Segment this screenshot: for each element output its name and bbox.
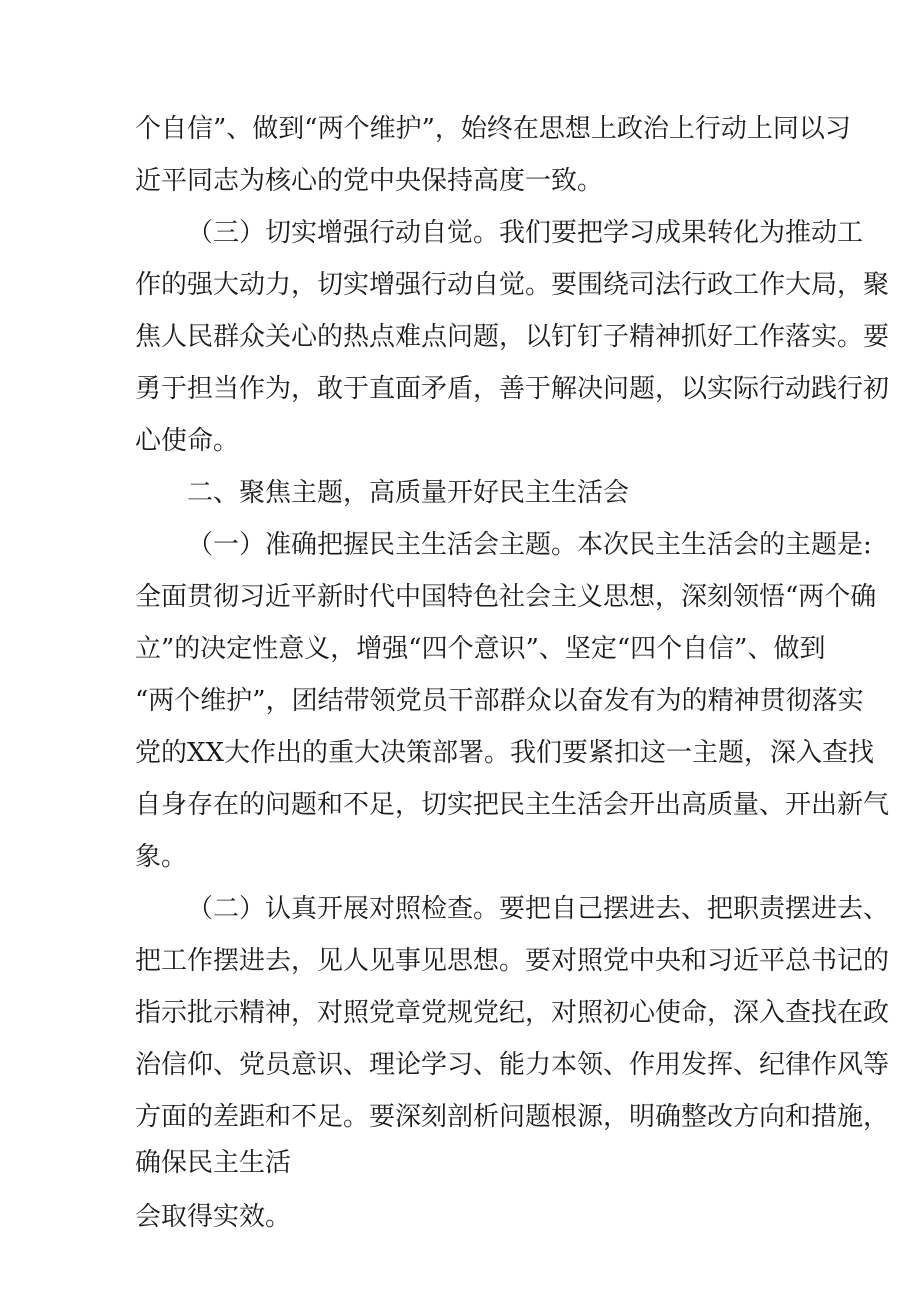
text-line: 自身存在的问题和不足，切实把民主生活会开出高质量、开出新气 [135,790,890,820]
text-line: （一）准确把握民主生活会主题。本次民主生活会的主题是: [187,530,872,560]
text-line: 党的XX大作出的重大决策部署。我们要紧扣这一主题，深入查找 [135,738,875,768]
text-line: 把工作摆进去，见人见事见思想。要对照党中央和习近平总书记的 [135,946,890,976]
text-line: 个自信”、做到“两个维护”，始终在思想上政治上行动上同以习 [135,114,851,144]
text-line: 象。 [135,842,188,872]
text-line: （二）认真开展对照检查。要把自己摆进去、把职责摆进去、 [187,894,890,924]
text-line: “两个维护”，团结带领党员干部群众以奋发有为的精神贯彻落实 [135,686,864,716]
text-line: 确保民主生活 [135,1148,292,1178]
text-line: 勇于担当作为，敢于直面矛盾，善于解决问题，以实际行动践行初 [135,374,890,404]
text-line: 作的强大动力，切实增强行动自觉。要围绕司法行政工作大局，聚 [135,270,890,300]
text-line: 焦人民群众关心的热点难点问题，以钉钉子精神抓好工作落实。要 [135,322,890,352]
text-line: 治信仰、党员意识、理论学习、能力本领、作用发挥、纪律作风等 [135,1050,890,1080]
text-line: 会取得实效。 [135,1202,292,1232]
heading-text: 二、聚焦主题，高质量开好民主生活会 [187,478,630,508]
text-line: 立”的决定性意义，增强“四个意识”、坚定“四个自信”、做到 [135,634,826,664]
text-line: （三）切实增强行动自觉。我们要把学习成果转化为推动工 [187,218,864,248]
text-line: 近平同志为核心的党中央保持高度一致。 [135,166,604,196]
text-line: 心使命。 [135,426,240,456]
text-line: 方面的差距和不足。要深刻剖析问题根源，明确整改方向和措施， [135,1102,890,1132]
text-line: 指示批示精神，对照党章党规党纪，对照初心使命，深入查找在政 [135,998,890,1028]
text-line: 全面贯彻习近平新时代中国特色社会主义思想，深刻领悟“两个确 [135,582,877,612]
